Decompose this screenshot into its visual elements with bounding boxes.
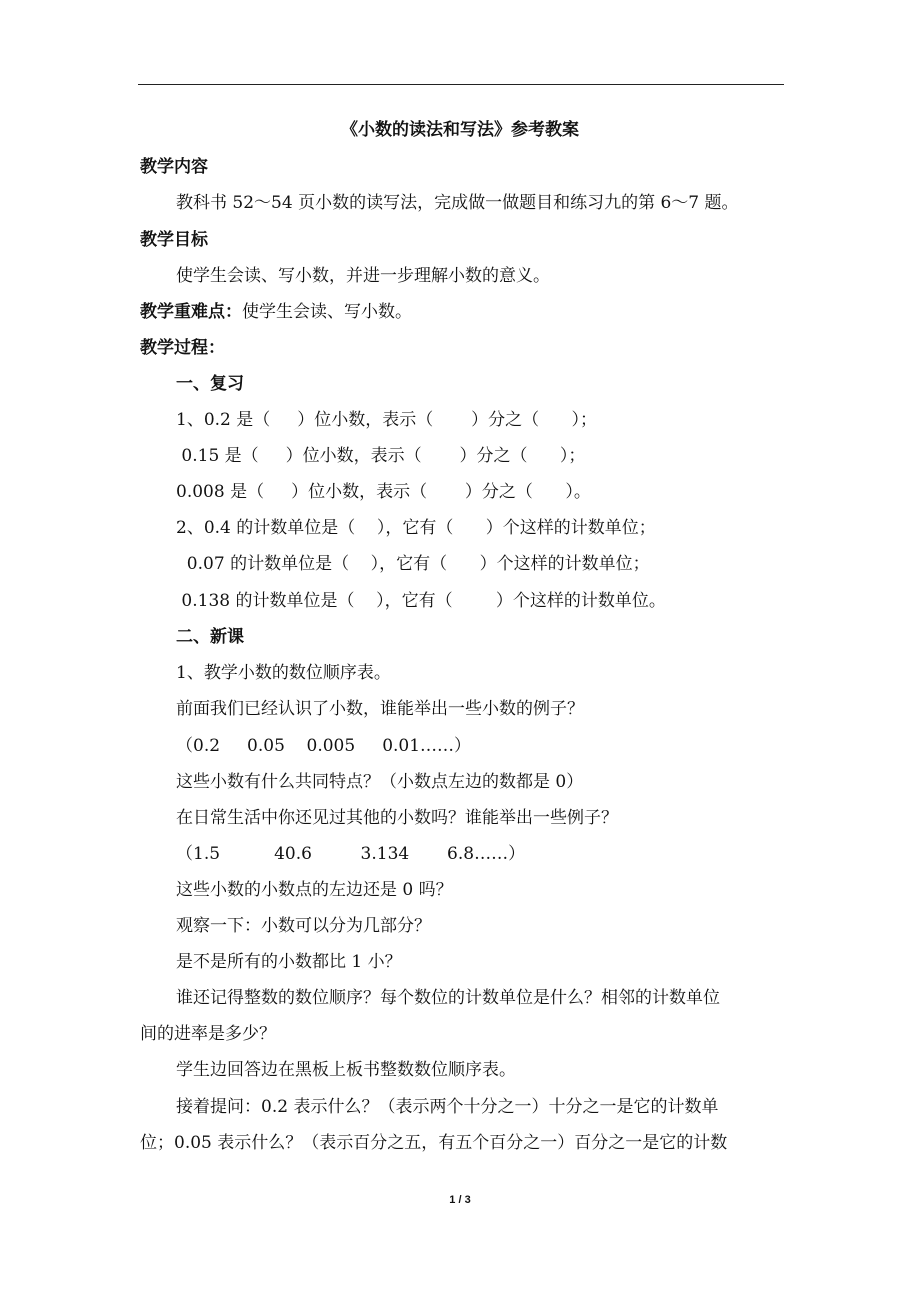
key-points-text: 使学生会读、写小数。: [242, 302, 412, 322]
review-item: 2、0.4 的计数单位是（ ），它有（ ）个这样的计数单位；: [176, 518, 656, 538]
new-lesson-heading: 二、新课: [176, 627, 244, 647]
lesson-line: 谁还记得整数的数位顺序？每个数位的计数单位是什么？相邻的计数单位: [176, 988, 720, 1008]
key-points-label: 教学重难点：: [140, 302, 242, 322]
lesson-line: 位；0.05 表示什么？（表示百分之五，有五个百分之一）百分之一是它的计数: [140, 1133, 728, 1153]
review-item: 0.07 的计数单位是（ ），它有（ ）个这样的计数单位；: [176, 554, 650, 574]
document-title: 《小数的读法和写法》参考教案: [341, 120, 579, 140]
lesson-line: 是不是所有的小数都比 1 小？: [176, 952, 402, 972]
lesson-line: 前面我们已经认识了小数，谁能举出一些小数的例子？: [176, 699, 584, 719]
lesson-line: 学生边回答边在黑板上板书整数数位顺序表。: [176, 1060, 516, 1080]
lesson-line: （1.5 40.6 3.134 6.8……）: [176, 844, 526, 864]
lesson-line: 在日常生活中你还见过其他的小数吗？谁能举出一些例子？: [176, 808, 618, 828]
goal-text: 使学生会读、写小数，并进一步理解小数的意义。: [176, 266, 550, 286]
review-item: 1、0.2 是（ ）位小数，表示（ ）分之（ ）；: [176, 410, 598, 430]
review-item: 0.008 是（ ）位小数，表示（ ）分之（ ）。: [176, 482, 591, 502]
lesson-line: 这些小数有什么共同特点？（小数点左边的数都是 0）: [176, 772, 584, 792]
header-rule: [138, 84, 784, 85]
lesson-line: 间的进率是多少？: [140, 1024, 276, 1044]
goal-heading: 教学目标: [140, 230, 208, 250]
content-heading: 教学内容: [140, 157, 208, 177]
review-item: 0.15 是（ ）位小数，表示（ ）分之（ ）；: [176, 446, 586, 466]
lesson-line: 观察一下：小数可以分为几部分？: [176, 916, 431, 936]
lesson-line: 接着提问：0.2 表示什么？（表示两个十分之一）十分之一是它的计数单: [176, 1097, 719, 1117]
lesson-line: 1、教学小数的数位顺序表。: [176, 663, 391, 683]
review-item: 0.138 的计数单位是（ ），它有（ ）个这样的计数单位。: [176, 591, 666, 611]
process-heading: 教学过程：: [140, 338, 225, 358]
key-points-paragraph: [140, 302, 412, 322]
lesson-line: 这些小数的小数点的左边还是 0 吗？: [176, 880, 453, 900]
review-heading: 一、复习: [176, 374, 244, 394]
lesson-line: （0.2 0.05 0.005 0.01……）: [176, 736, 472, 756]
page-number: 1 / 3: [449, 1194, 471, 1206]
content-text: 教科书 52～54 页小数的读写法，完成做一做题目和练习九的第 6～7 题。: [176, 193, 739, 213]
